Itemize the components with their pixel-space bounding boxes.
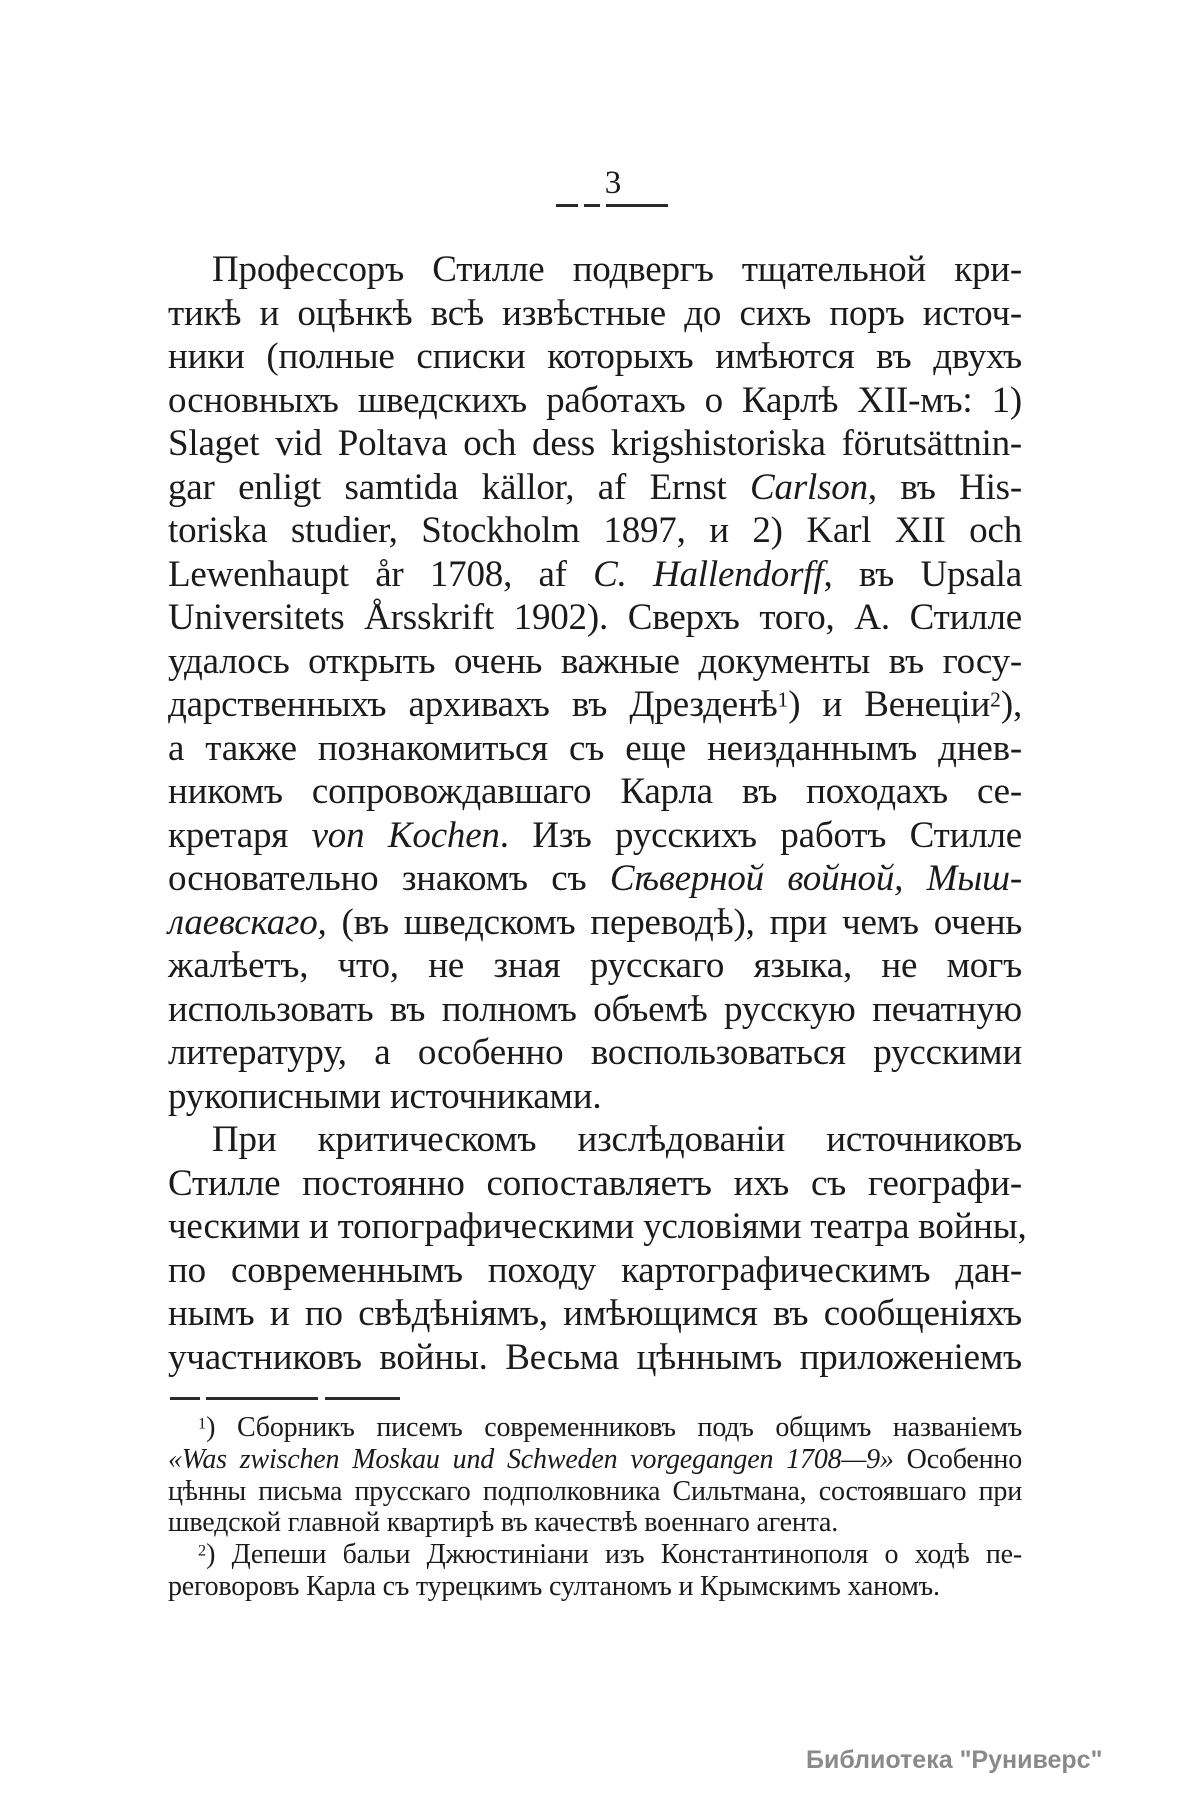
text-line: жалѣетъ, что, не зная русскаго языка, не могъ xyxy=(168,945,1022,986)
text-line: реговоровъ Карла съ турецкимъ султаномъ и Крымскимъ ханомъ. xyxy=(168,1570,940,1602)
text-line: дарственныхъ архивахъ въ Дрезденѣ$^1$) и Венеціи$^2$), xyxy=(168,684,1022,725)
text-line: основательно знакомъ съ Сѣверной войной, Мыш- xyxy=(168,858,1022,899)
text-line: участниковъ войны. Весьма цѣннымъ приложеніемъ xyxy=(168,1336,1022,1378)
text-line: а также познакомиться съ еще неизданнымъ днев- xyxy=(168,727,1022,769)
text-line: цѣнны письма прусскаго подполковника Сильтмана, состоявшаго при xyxy=(168,1475,1022,1507)
text-line: Lewenhaupt år 1708, af C. Hallendorff, въ Upsala xyxy=(168,553,1022,595)
text-line: Стилле постоянно сопоставляетъ ихъ съ географи- xyxy=(168,1162,1022,1204)
text-line: использовать въ полномъ объемѣ русскую печатную xyxy=(168,988,1022,1030)
text-line: рукописными источниками. xyxy=(168,1075,602,1117)
text-line: $^1$) Сборникъ писемъ современниковъ подъ общимъ названіемъ xyxy=(198,1412,1022,1443)
text-line: $^2$) Депеши бальи Джюстиніани изъ Константинополя о ходѣ пе- xyxy=(198,1539,1022,1571)
library-watermark-label: Библиотека "Руниверс" xyxy=(806,1746,1103,1774)
text-line: Universitets Årsskrift 1902). Сверхъ того, А. Стилле xyxy=(168,597,1022,638)
text-line: литературу, а особенно воспользоваться русскими xyxy=(168,1032,1022,1073)
text-line: тикѣ и оцѣнкѣ всѣ извѣстные до сихъ поръ источ- xyxy=(168,292,1022,334)
footnote-divider xyxy=(170,1397,400,1400)
page-number-divider xyxy=(556,204,668,207)
footnotes-block xyxy=(168,1412,1022,1603)
text-line: удалось открыть очень важные документы въ госу- xyxy=(168,640,1022,682)
text-line: никомъ сопровождавшаго Карла въ походахъ се- xyxy=(168,771,1022,812)
text-line: шведской главной квартирѣ въ качествѣ военнаго агента. xyxy=(168,1507,839,1539)
body-text-block xyxy=(168,248,1027,1379)
text-line: Slaget vid Poltava och dess krigshistoriska förutsättnin- xyxy=(168,423,1022,464)
text-line: При критическомъ изслѣдованіи источниковъ xyxy=(212,1119,1022,1160)
text-line: лаевскаго, (въ шведскомъ переводѣ), при чемъ очень xyxy=(168,901,1022,943)
text-line: Профессоръ Стилле подвергъ тщательной кри- xyxy=(212,249,1022,290)
text-line: по современнымъ походу картографическимъ дан- xyxy=(168,1249,1022,1291)
text-line: ческими и топографическими условіями театра войны, xyxy=(168,1206,1027,1247)
page-number: 3 xyxy=(604,165,622,201)
text-line: gar enligt samtida källor, af Ernst Carlson, въ His- xyxy=(168,466,1022,508)
text-line: «Was zwischen Moskau und Schweden vorgegangen 1708—9» Особенно xyxy=(168,1443,1022,1475)
text-line: кретаря von Kochen. Изъ русскихъ работъ Стилле xyxy=(168,814,1022,856)
text-line: нымъ и по свѣдѣніямъ, имѣющимся въ сообщеніяхъ xyxy=(168,1293,1022,1334)
text-line: toriska studier, Stockholm 1897, и 2) Karl XII och xyxy=(168,510,1022,551)
text-line: ники (полные списки которыхъ имѣются въ двухъ xyxy=(168,336,1022,377)
text-line: основныхъ шведскихъ работахъ о Карлѣ XII-мъ: 1) xyxy=(168,379,1022,421)
